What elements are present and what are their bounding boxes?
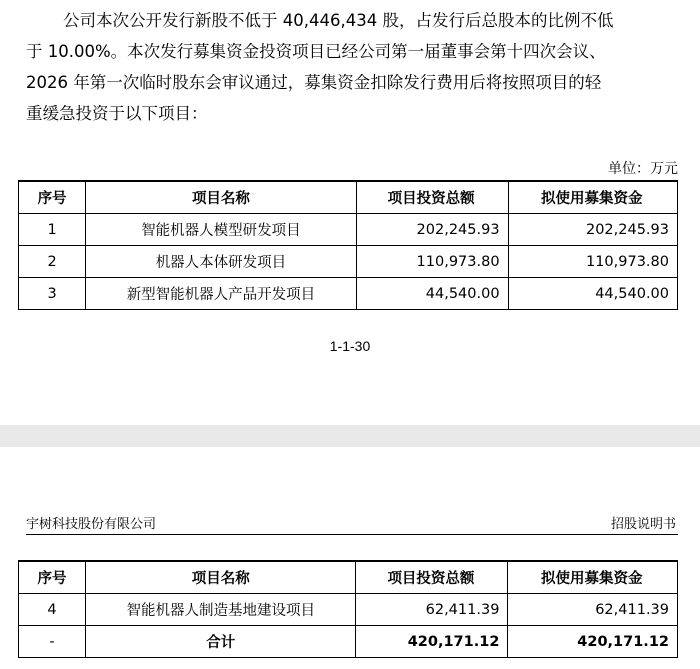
cell-no: - (19, 626, 86, 658)
unit-label: 单位：万元 (608, 161, 678, 177)
cell-investment: 202,245.93 (356, 214, 508, 246)
header-raised: 拟使用募集资金 (508, 561, 678, 594)
cell-total-investment: 420,171.12 (356, 626, 508, 658)
table-row (19, 214, 678, 246)
cell-no: 1 (19, 214, 86, 246)
cell-name: 新型智能机器人产品开发项目 (86, 278, 357, 310)
paragraph-line: 于 10.00%。本次发行募集资金投资项目已经公司第一届董事会第十四次会议、 (26, 42, 606, 61)
header-rule (26, 534, 678, 535)
page-gap (0, 425, 700, 447)
cell-name: 智能机器人模型研发项目 (86, 214, 357, 246)
cell-no: 3 (19, 278, 86, 310)
cell-no: 4 (19, 594, 86, 626)
paragraph-line: 公司本次公开发行新股不低于 40,446,434 股，占发行后总股本的比例不低 (63, 11, 614, 30)
header-investment: 项目投资总额 (356, 181, 508, 214)
table-header-row (19, 561, 678, 594)
paragraph-line: 2026 年第一次临时股东会审议通过，募集资金扣除发行费用后将按照项目的轻 (26, 73, 602, 92)
page-number: 1-1-30 (329, 338, 371, 354)
cell-raised: 202,245.93 (508, 214, 677, 246)
projects-table-part1 (18, 180, 678, 310)
cell-investment: 44,540.00 (356, 278, 508, 310)
cell-name: 智能机器人制造基地建设项目 (86, 594, 356, 626)
cell-raised: 44,540.00 (508, 278, 677, 310)
header-investment: 项目投资总额 (356, 561, 508, 594)
cell-total-label: 合计 (86, 626, 356, 658)
cell-raised: 110,973.80 (508, 246, 677, 278)
cell-name: 机器人本体研发项目 (86, 246, 357, 278)
header-raised: 拟使用募集资金 (508, 181, 677, 214)
table-total-row (19, 626, 678, 658)
header-no: 序号 (19, 181, 86, 214)
header-doc-type: 招股说明书 (610, 517, 676, 532)
cell-raised: 62,411.39 (508, 594, 678, 626)
cell-no: 2 (19, 246, 86, 278)
table-row (19, 278, 678, 310)
cell-investment: 110,973.80 (356, 246, 508, 278)
header-name: 项目名称 (86, 561, 356, 594)
table-row (19, 246, 678, 278)
paragraph-line: 重缓急投资于以下项目： (26, 104, 208, 123)
cell-total-raised: 420,171.12 (508, 626, 678, 658)
cell-investment: 62,411.39 (356, 594, 508, 626)
document-page-2 (0, 447, 700, 669)
table-row (19, 594, 678, 626)
paragraph-fundraising (26, 6, 678, 130)
projects-table-part2 (18, 560, 678, 658)
header-no: 序号 (19, 561, 86, 594)
header-company-name: 宇树科技股份有限公司 (26, 517, 157, 532)
header-name: 项目名称 (86, 181, 357, 214)
table-header-row (19, 181, 678, 214)
